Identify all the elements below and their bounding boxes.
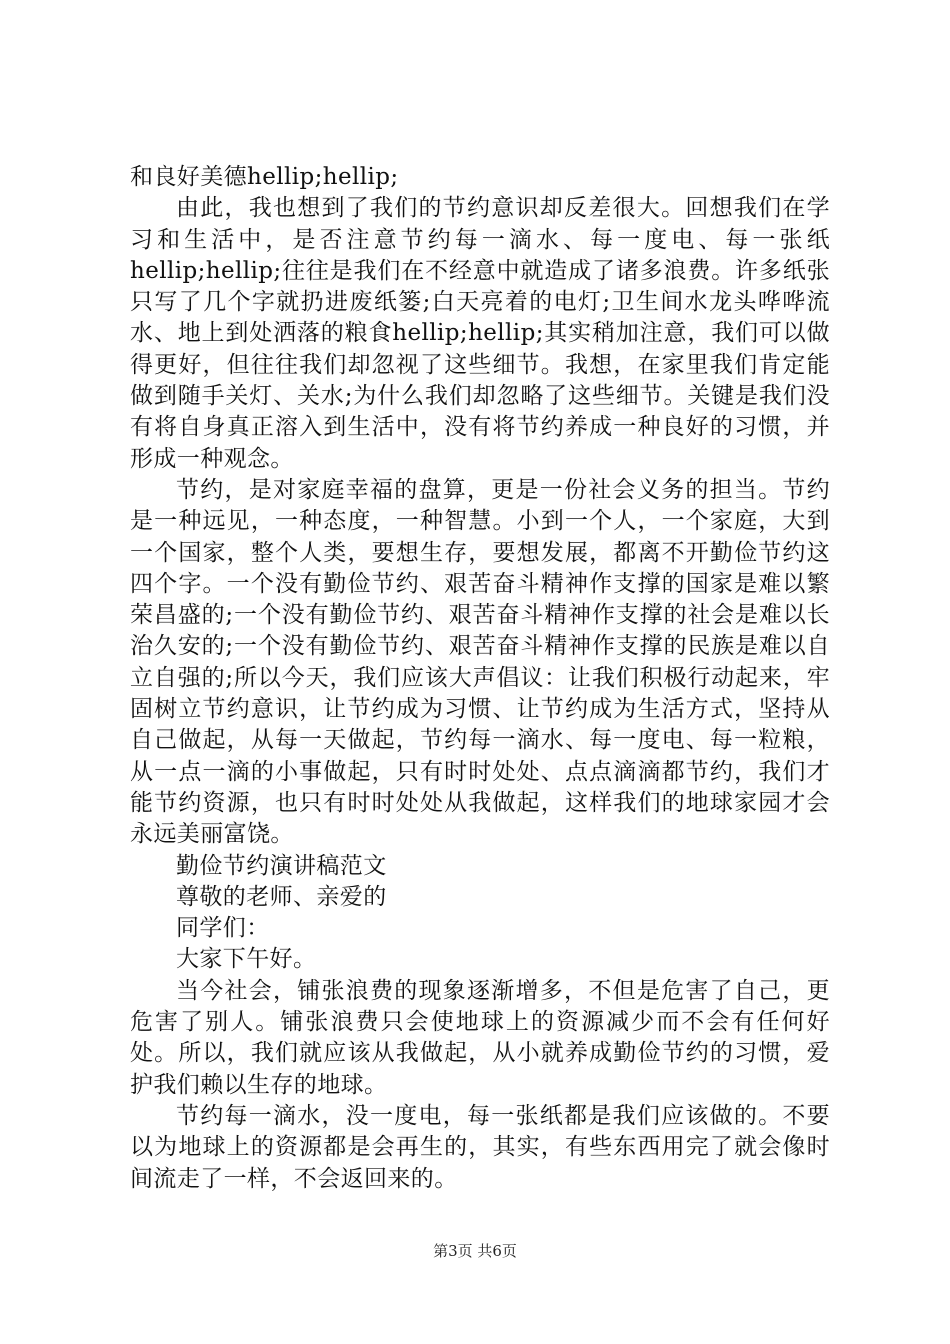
section-heading: 勤俭节约演讲稿范文 xyxy=(176,852,387,879)
salutation-line: 同学们： xyxy=(176,915,270,942)
salutation-line: 尊敬的老师、亲爱的 xyxy=(176,883,387,910)
paragraph: 当今社会，铺张浪费的现象逐渐增多，不但是危害了自己，更危害了别人。铺张浪费只会使地球上的资源减少而不会有任何好处。所以，我们就应该从我做起，从小就养成勤俭节约的习惯，爱护我们赖以生存的地球。 xyxy=(130,977,830,1098)
paragraph: 和良好美德hellip;hellip; xyxy=(130,164,399,190)
document-body xyxy=(130,162,830,1195)
paragraph: 节约，是对家庭幸福的盘算，更是一份社会义务的担当。节约是一种远见，一种态度，一种智慧。小到一个人，一个家庭，大到一个国家，整个人类，要想生存，要想发展，都离不开勤俭节约这四个字。一个没有勤俭节约、艰苦奋斗精神作支撑的国家是难以繁荣昌盛的;一个没有勤俭节约、艰苦奋斗精神作支撑的社会是难以长治久安的;一个没有勤俭节约、艰苦奋斗精神作支撑的民族是难以自立自强的;所以今天，我们应该大声倡议：让我们积极行动起来，牢固树立节约意识，让节约成为习惯、让节约成为生活方式，坚持从自己做起，从每一天做起，节约每一滴水、每一度电、每一粒粮，从一点一滴的小事做起，只有时时处处、点点滴滴都节约，我们才能节约资源，也只有时时处处从我做起，这样我们的地球家园才会永远美丽富饶。 xyxy=(130,476,830,848)
greeting-line: 大家下午好。 xyxy=(176,946,317,973)
page-number-footer: 第3页 共6页 xyxy=(433,1242,517,1260)
paragraph: 由此，我也想到了我们的节约意识却反差很大。回想我们在学习和生活中，是否注意节约每一滴水、每一度电、每一张纸hellip;hellip;往往是我们在不经意中就造成了诸多浪费。许多纸张只写了几个字就扔进废纸篓;白天亮着的电灯;卫生间水龙头哗哗流水、地上到处洒落的粮食hellip;hellip;其实稍加注意，我们可以做得更好，但往往我们却忽视了这些细节。我想，在家里我们肯定能做到随手关灯、关水;为什么我们却忽略了这些细节。关键是我们没有将自身真正溶入到生活中，没有将节约养成一种良好的习惯，并形成一种观念。 xyxy=(130,195,830,472)
paragraph: 节约每一滴水，没一度电，每一张纸都是我们应该做的。不要以为地球上的资源都是会再生的，其实，有些东西用完了就会像时间流走了一样，不会返回来的。 xyxy=(130,1102,830,1192)
